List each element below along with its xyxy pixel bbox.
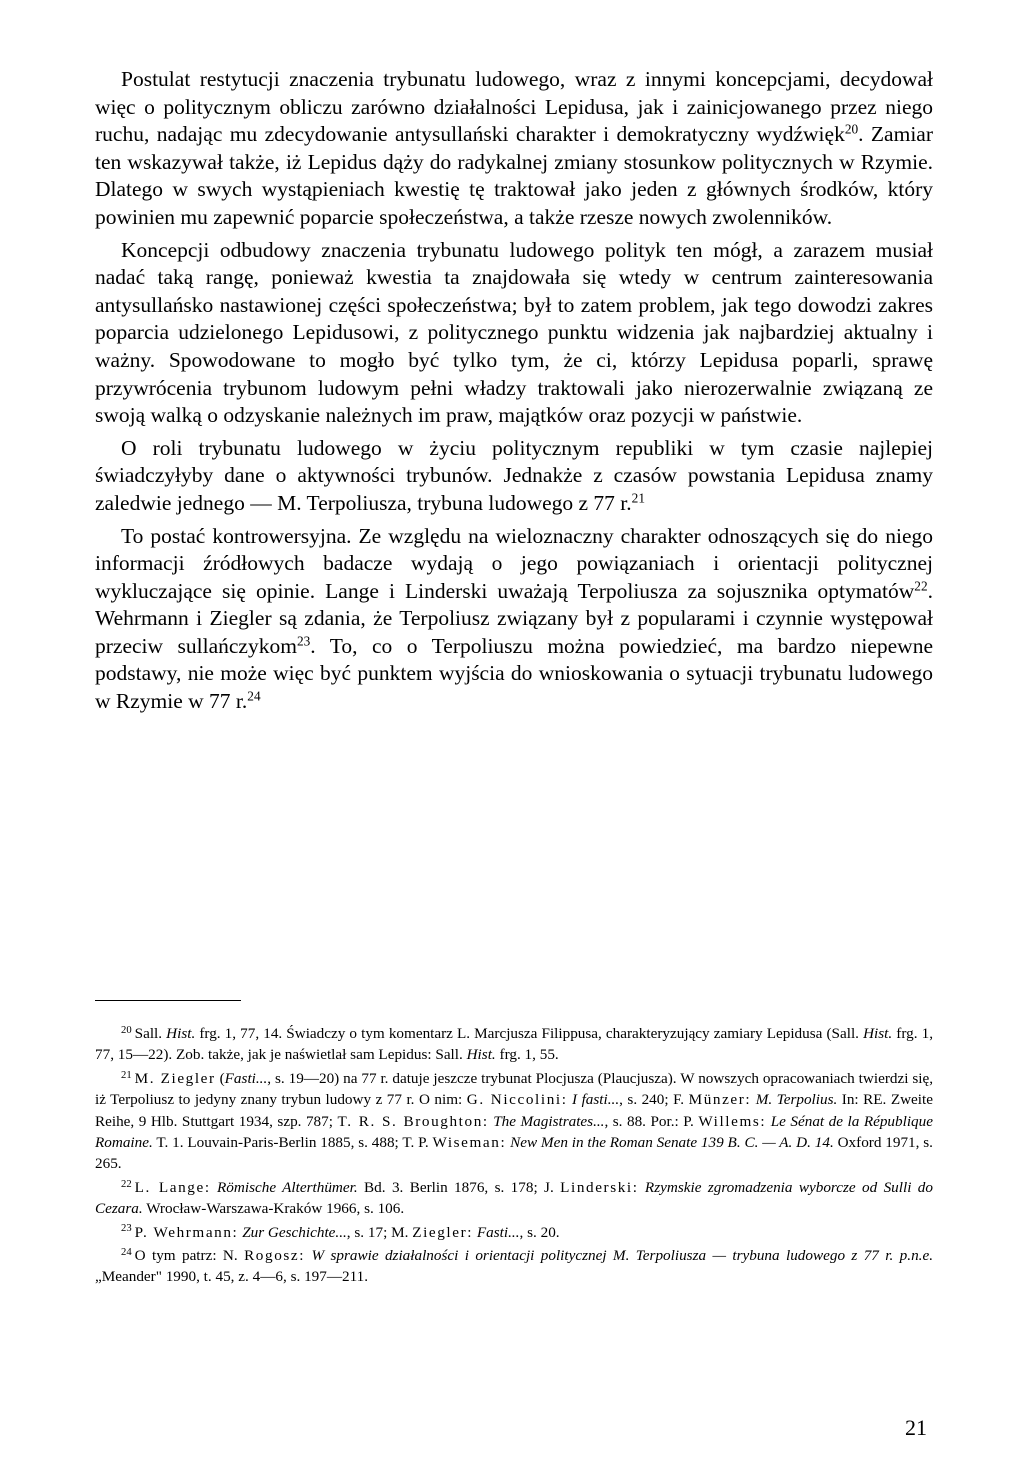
footnote-text: T. 1. Louvain-Paris-Berlin 1885, s. 488; T. P. (152, 1134, 433, 1152)
footnote-ref-20: 20 (844, 121, 859, 137)
footnote-italic: Rzymskie zgromadzenia wyborcze od Sulli do Cezara. (95, 1178, 933, 1218)
footnote-text: „Meander" 1990, t. 45, z. 4—6, s. 197—211. (95, 1268, 369, 1286)
footnote-author: Wiseman: (432, 1134, 507, 1152)
footnote-text: ( (215, 1069, 225, 1087)
footnote-text: , s. 88. Por.: P. (604, 1112, 699, 1130)
footnote-number: 23 (121, 1223, 132, 1235)
footnote-20 (95, 1023, 933, 1066)
footnote-24 (95, 1245, 933, 1288)
footnote-author: Münzer: (688, 1091, 752, 1109)
paragraph-1 (95, 66, 933, 232)
footnote-italic: Hist. (166, 1025, 196, 1042)
footnote-text: frg. 1, 55. (495, 1046, 559, 1064)
footnote-22 (95, 1177, 933, 1220)
footnote-text: Oxford 1971, s. 265. (95, 1134, 933, 1173)
footnote-text: , s. 19—20) na 77 r. datuje jeszcze trybunat Plocjusza (Plaucjusza). W nowszych opracowaniach twierdzi się, iż Terpoliusz to jedyny znany trybun ludowy z 77 r. O nim: (95, 1069, 933, 1109)
footnote-ref-21: 21 (631, 490, 645, 506)
footnote-italic: Fasti... (473, 1223, 520, 1241)
paragraph-3 (95, 435, 933, 518)
footnote-italic: W sprawie działalności i orientacji politycznej M. Terpoliusza — trybuna ludowego z 77 r. p.n.e. (305, 1247, 933, 1265)
paragraph-4 (95, 523, 933, 716)
footnote-ref-22: 22 (914, 578, 928, 594)
footnote-text: frg. 1, 77, 14. Świadczy o tym komentarz L. Marcjusza Filippusa, charakteryzujący zamiary Lepidusa (Sall. (195, 1025, 864, 1042)
paragraph-3-text: O roli trybunatu ludowego w życiu politycznym republiki w tym czasie najlepiej świadczyłyby dane o aktywności trybunów. Jednakże z czasów powstania Lepidusa znamy zaledwie jednego — M. Terpoliusza, trybuna ludowego z 77 r. (95, 435, 933, 515)
footnote-author: T. R. S. Broughton: (337, 1112, 489, 1130)
paragraph-2: Koncepcji odbudowy znaczenia trybunatu ludowego polityk ten mógł, a zarazem musiał nadać taką rangę, ponieważ kwestia ta znajdowała się wtedy w centrum zainteresowania antysullańsko nastawionej części społeczeństwa; był to zatem problem, jak tego dowodzi zakres poparcia udzielonego Lepidusowi, z politycznego punktu widzenia jak najbardziej aktualny i ważny. Spowodowane to mogło być tylko tym, że ci, którzy Lepidusa poparli, sprawę przywrócenia trybunom ludowym pełni władzy traktowali jako nierozerwalnie związaną ze swoją walką o odzyskanie należnych im praw, majątków oraz pozycji w państwie. (95, 237, 933, 428)
paragraph-4-text-a: To postać kontrowersyjna. Ze względu na wieloznaczny charakter odnoszących się do niego informacji źródłowych badacze wydają o jego powiązaniach i orientacji politycznej wykluczające się opinie. Lange i Linderski uważają Terpoliusza za sojusznika optymatów (95, 523, 933, 603)
footnote-author: G. Niccolini: (466, 1091, 568, 1109)
footnote-italic: Römische Alterthümer. (210, 1178, 358, 1196)
footnote-text: , s. 17; M. (346, 1223, 413, 1241)
page-number: 21 (905, 1415, 927, 1440)
footnote-italic: M. Terpolius. (751, 1091, 838, 1109)
footnote-text: Bd. 3. Berlin 1876, s. 178; J. (357, 1178, 561, 1196)
footnote-text: , s. 240; F. (619, 1091, 689, 1109)
footnote-italic: I fasti... (567, 1091, 620, 1109)
footnote-number: 24 (121, 1246, 132, 1258)
footnote-number: 21 (121, 1069, 132, 1081)
footnote-italic: The Magistrates... (488, 1112, 605, 1130)
footnote-text: Sall. (134, 1025, 167, 1042)
footnote-text: O tym patrz: N. (134, 1247, 245, 1265)
footnote-italic: Zur Geschichte... (238, 1223, 347, 1241)
footnote-italic: New Men in the Roman Senate 139 B. C. — A. D. 14. (506, 1134, 834, 1152)
footnote-23 (95, 1222, 933, 1243)
footnote-author: M. Ziegler (134, 1069, 216, 1087)
footnote-text: Wrocław-Warszawa-Kraków 1966, s. 106. (142, 1200, 405, 1218)
footnote-author: Ziegler: (412, 1223, 474, 1241)
footnote-author: Linderski: (560, 1178, 639, 1196)
footnote-separator (95, 1000, 241, 1001)
footnote-text: In: RE. Zweite Reihe, 9 Hlb. Stuttgart 1934, szp. 787; (95, 1091, 933, 1130)
footnote-ref-24: 24 (247, 688, 261, 704)
footnote-author: Rogosz: (244, 1247, 306, 1265)
main-text (95, 66, 933, 721)
footnote-italic: Fasti... (224, 1069, 268, 1087)
paragraph-1-text-b: . Zamiar ten wskazywał także, iż Lepidus dąży do radykalnej zmiany stosunkow politycznych w Rzymie. Dlatego w swych wystąpieniach kwestię tę traktował jako jeden z głównych środków, który powinien mu zapewnić poparcie społeczeństwa, a także rzesze nowych zwolenników. (95, 122, 933, 229)
footnote-italic: Hist. (863, 1025, 893, 1042)
footnote-text: frg. 1, 77, 15—22). Zob. także, jak je naświetlał sam Lepidus: Sall. (95, 1025, 933, 1064)
footnote-ref-23: 23 (296, 633, 311, 649)
footnote-text: , s. 20. (519, 1223, 560, 1241)
footnote-author: L. Lange: (134, 1178, 211, 1196)
footnote-author: Willems: (698, 1112, 767, 1130)
paragraph-4-text-b: . Wehrmann i Ziegler są zdania, że Terpoliusz związany był z popularami i czynnie występował przeciw sullańczykom (95, 578, 933, 658)
footnotes (95, 1023, 933, 1290)
footnote-number: 20 (121, 1024, 132, 1036)
footnote-21 (95, 1068, 933, 1175)
footnote-author: P. Wehrmann: (134, 1223, 239, 1241)
paragraph-1-text-a: Postulat restytucji znaczenia trybunatu ludowego, wraz z innymi koncepcjami, decydował więc o politycznym obliczu zarówno działalności Lepidusa, jak i zainicjowanego przez niego ruchu, nadając mu zdecydowanie antysullański charakter i demokratyczny wydźwięk (95, 67, 933, 147)
paragraph-4-text-c: . To, co o Terpoliuszu można powiedzieć, ma bardzo niepewne podstawy, nie może więc być punktem wyjścia do wnioskowania o sytuacji trybunatu ludowego w Rzymie w 77 r. (95, 633, 934, 714)
footnote-italic: Hist. (466, 1046, 496, 1064)
footnote-number: 22 (121, 1178, 132, 1190)
footnote-italic: Le Sénat de la République Romaine. (95, 1112, 933, 1152)
